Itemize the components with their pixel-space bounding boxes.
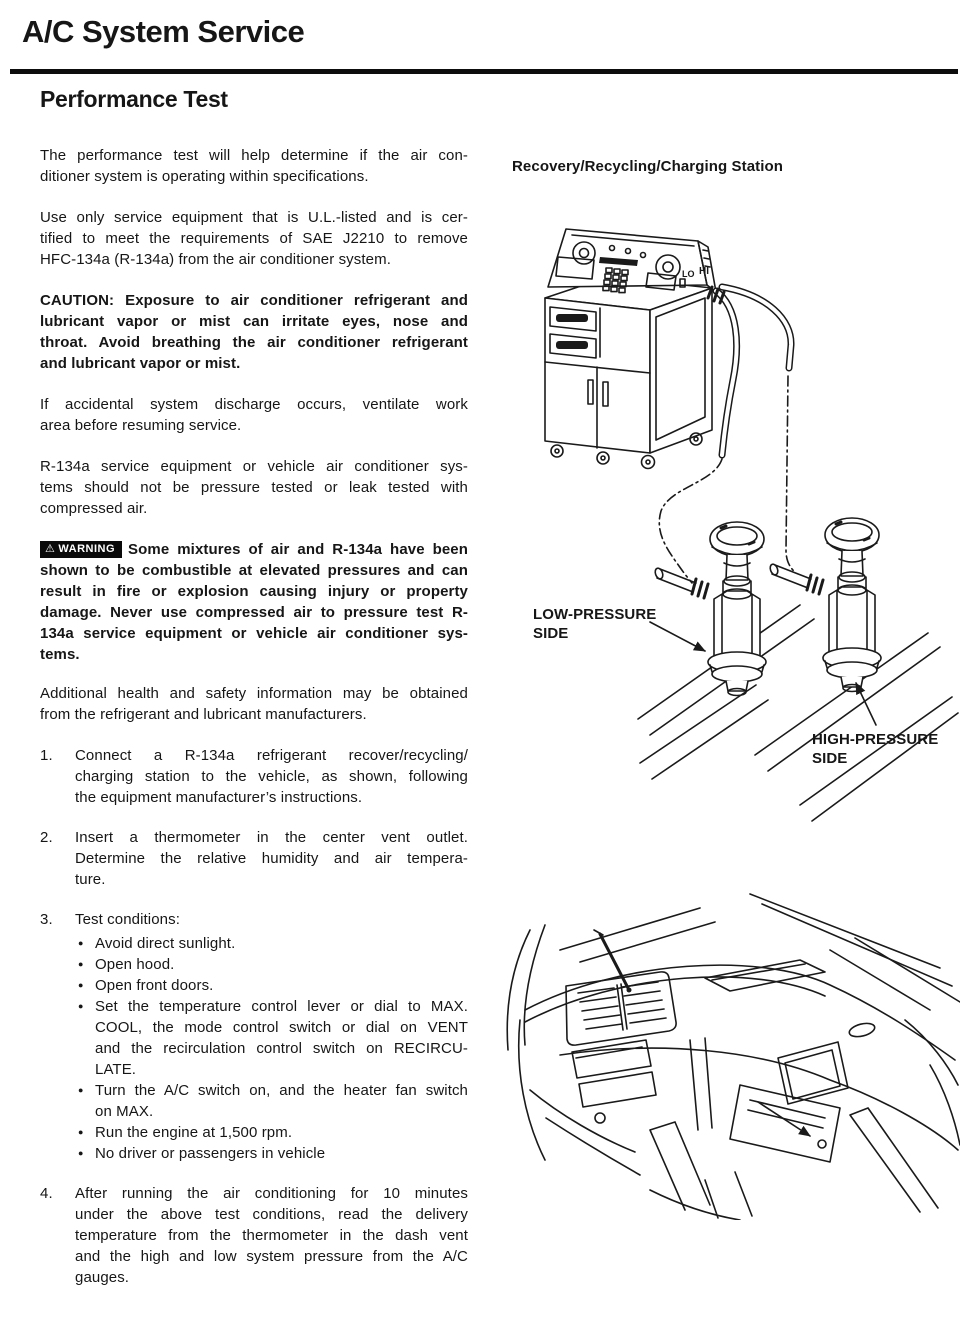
station-figure <box>500 195 960 885</box>
list-item-text: Avoid direct sunlight. <box>95 935 236 952</box>
step-text: Connect a R-134a refrigerant recover/recycling/ charging station to the vehicle, as shown, following the equipment manufacturer’s instructions. <box>75 747 468 806</box>
low-pressure-arrow <box>650 622 705 651</box>
step-text <box>75 909 468 1164</box>
step-text: Insert a thermometer in the center vent outlet. Determine the relative humidity and air tempera- ture. <box>75 829 468 888</box>
low-pressure-valve <box>654 522 766 696</box>
list-item <box>75 1080 468 1122</box>
bullet-icon: ● <box>78 1001 84 1011</box>
list-item <box>75 933 468 954</box>
port-label-lo: LO <box>682 269 695 279</box>
step-number: 3. <box>40 911 53 928</box>
list-item-text: Run the engine at 1,500 rpm. <box>95 1124 293 1141</box>
paragraph-discharge: If accidental system discharge occurs, ventilate work area before resuming service. <box>40 396 468 434</box>
dashboard-illustration <box>500 890 960 1220</box>
warning-paragraph <box>40 539 468 665</box>
step-2 <box>40 827 468 890</box>
list-item <box>75 996 468 1080</box>
bullet-icon: ● <box>78 959 84 969</box>
bullet-icon: ● <box>78 1127 84 1137</box>
list-item <box>75 954 468 975</box>
step-number: 1. <box>40 747 53 764</box>
paragraph-pressure-test: R-134a service equipment or vehicle air conditioner sys- tems should not be pressure tested or leak tested with compressed air. <box>40 458 468 517</box>
warning-badge <box>40 541 122 558</box>
warning-rest: shown to be combustible at elevated pressures and can result in fire or explosion causing injury or property damage. Never use compressed air to pressure test R- 134a service equipment or vehicle air conditioner sys- tems. <box>40 562 468 663</box>
step-number: 2. <box>40 829 53 846</box>
list-item-text: Set the temperature control lever or dial to MAX. COOL, the mode control switch or dial on VENT and the recirculation control switch on RECIRCU- LATE. <box>95 998 468 1078</box>
list-item <box>75 1122 468 1143</box>
list-item <box>75 975 468 996</box>
warning-first-line <box>40 539 468 560</box>
test-conditions-list <box>75 933 468 1164</box>
list-item <box>75 1143 468 1164</box>
port-label-hi: HI <box>699 266 709 277</box>
list-item-text: Open front doors. <box>95 977 214 994</box>
step-1 <box>40 745 468 808</box>
high-pressure-arrow <box>856 683 876 725</box>
step-4 <box>40 1183 468 1288</box>
list-item-text: Open hood. <box>95 956 175 973</box>
warning-first-text: Some mixtures of air and R-134a have been <box>128 541 468 558</box>
caution-paragraph: CAUTION: Exposure to air conditioner refrigerant and lubricant vapor or mist can irritate eyes, nose and throat. Avoid breathing the air conditioner refrigerant and lubricant vapor or mist. <box>40 292 468 372</box>
step-text: After running the air conditioning for 10 minutes under the above test conditions, read the delivery temperature from the thermometer in the dash vent and the high and low system pressure from the A/C gauges. <box>75 1185 468 1286</box>
station-illustration <box>500 195 960 885</box>
page-title: A/C System Service <box>22 14 305 49</box>
bullet-icon: ● <box>78 1085 84 1095</box>
warning-icon: ⚠ <box>45 543 56 555</box>
warning-badge-label: WARNING <box>58 543 116 555</box>
low-pressure-label: LOW-PRESSURE SIDE <box>533 606 657 642</box>
test-conditions-heading: Test conditions: <box>75 911 180 928</box>
dashboard-figure <box>500 890 960 1220</box>
bullet-icon: ● <box>78 1148 84 1158</box>
step-number: 4. <box>40 1185 53 1202</box>
paragraph-health-safety: Additional health and safety information may be obtained from the refrigerant and lubricant manufacturers. <box>40 685 468 723</box>
bullet-icon: ● <box>78 980 84 990</box>
figure-caption-station: Recovery/Recycling/Charging Station <box>512 158 784 175</box>
paragraph-intro: The performance test will help determine if the air con- ditioner system is operating within specifications. <box>40 147 468 185</box>
list-item-text: No driver or passengers in vehicle <box>95 1145 326 1162</box>
section-title: Performance Test <box>40 86 228 112</box>
paragraph-equipment: Use only service equipment that is U.L.-listed and is cer- tified to meet the requirements of SAE J2210 to remove HFC-134a (R-134a) from the air conditioner system. <box>40 209 468 268</box>
body-text-column <box>40 145 468 1307</box>
list-item-text: Turn the A/C switch on, and the heater fan switch on MAX. <box>95 1082 468 1120</box>
bullet-icon: ● <box>78 938 84 948</box>
step-3 <box>40 909 468 1164</box>
title-rule <box>10 69 958 74</box>
high-pressure-label: HIGH-PRESSURE SIDE <box>812 731 939 767</box>
